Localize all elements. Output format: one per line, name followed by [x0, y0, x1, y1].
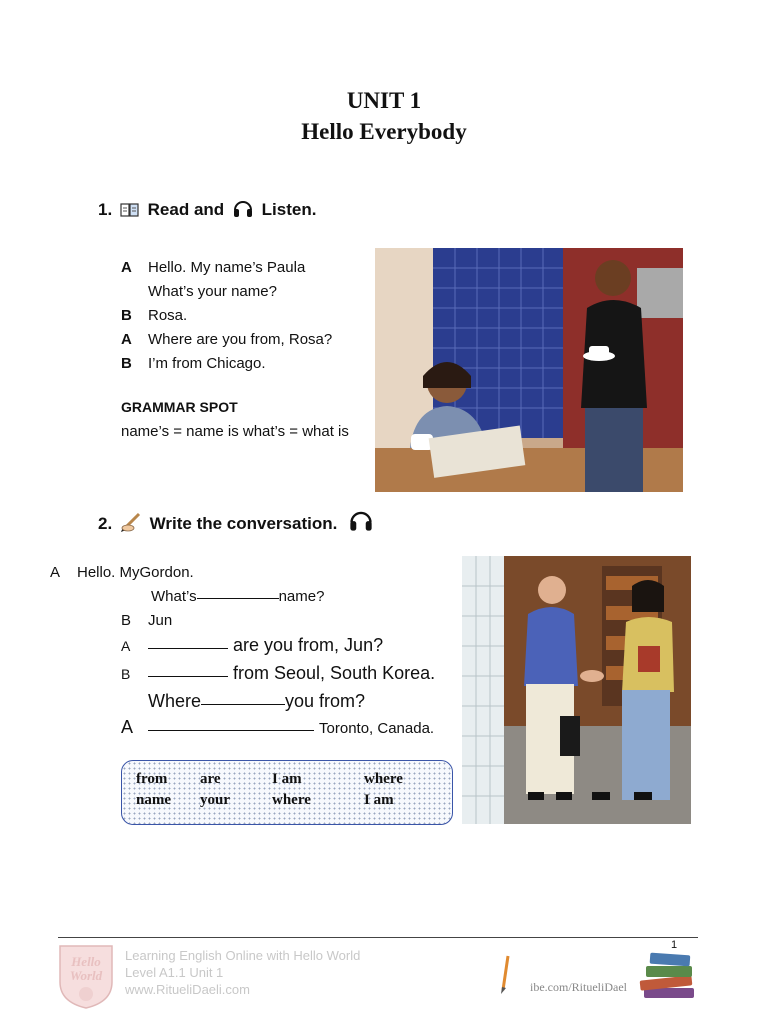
dialogue-line: B Rosa. — [121, 307, 188, 324]
dialogue-line: A Where are you from, Rosa? — [121, 331, 333, 348]
conv-line-3: B Jun — [121, 612, 173, 629]
section1-number: 1. — [98, 200, 113, 219]
page-number: 1 — [671, 939, 678, 951]
answer-blank[interactable] — [201, 703, 285, 705]
word-box-item: from — [136, 771, 168, 787]
conv-line-1: A Hello. MyGordon. — [50, 564, 194, 581]
headphones-icon — [348, 508, 374, 537]
dialogue-line: What’s your name? — [148, 283, 277, 300]
answer-blank[interactable] — [148, 647, 228, 649]
section1-heading-text-b: Listen. — [261, 200, 317, 219]
unit-label: UNIT 1 — [346, 88, 422, 113]
conv-line-2: What’s name? — [151, 588, 325, 605]
cafe-photo — [375, 248, 683, 492]
answer-blank[interactable] — [148, 729, 314, 731]
section2-heading-text: Write the conversation. — [149, 514, 338, 533]
section1-heading-text-a: Read and — [147, 200, 225, 219]
handshake-photo — [462, 556, 691, 824]
hello-world-logo — [56, 942, 116, 1010]
headphones-icon — [232, 198, 254, 223]
word-box-item: are — [200, 771, 221, 787]
page-title: Hello Everybody — [301, 119, 467, 144]
conv-line-7: A Toronto, Canada. — [121, 717, 435, 737]
conv-line-5: B from Seoul, South Korea. — [121, 663, 436, 683]
footer-link[interactable]: www.RitueliDaeli.com — [125, 982, 250, 997]
svg-text:World: World — [69, 968, 103, 983]
svg-text:Hello: Hello — [71, 954, 101, 969]
books-icon — [638, 948, 700, 1004]
word-box-item: where — [364, 771, 403, 787]
conv-line-6: Where you from? — [148, 691, 366, 711]
pencil-icon — [500, 954, 512, 999]
section2-number: 2. — [98, 514, 113, 533]
word-box-item: I am — [364, 792, 394, 808]
footer-line-2: Level A1.1 Unit 1 — [125, 965, 224, 980]
grammar-spot-title: GRAMMAR SPOT — [121, 399, 238, 415]
answer-blank[interactable] — [197, 597, 279, 599]
word-box-item: name — [136, 792, 171, 808]
grammar-spot-text: name’s = name is what’s = what is — [121, 423, 349, 440]
dialogue-line: A Hello. My name’s Paula — [121, 259, 306, 276]
word-box-item: your — [200, 792, 230, 808]
book-icon — [120, 202, 140, 223]
section1-heading — [98, 198, 316, 223]
section2-heading — [98, 508, 377, 537]
dialogue-1 — [121, 256, 332, 376]
footer-text — [125, 947, 360, 998]
dialogue-line: B I’m from Chicago. — [121, 355, 266, 372]
footer-line-1: Learning English Online with Hello World — [125, 948, 361, 963]
answer-blank[interactable] — [148, 675, 228, 677]
word-box-item: where — [272, 792, 311, 808]
conv-line-4: A are you from, Jun? — [121, 635, 384, 655]
pencil-hand-icon — [120, 512, 142, 537]
footer-url-fragment: ibe.com/RitueliDael — [530, 980, 627, 994]
word-box-item: I am — [272, 771, 302, 787]
footer-divider — [58, 937, 698, 938]
